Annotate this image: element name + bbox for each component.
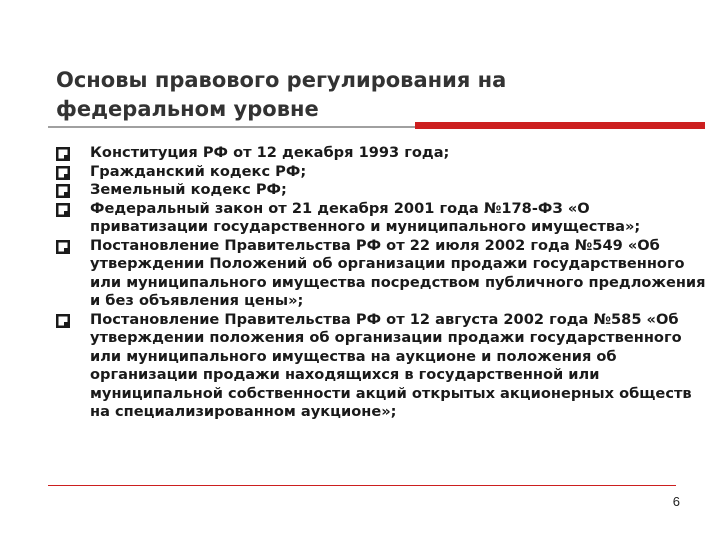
bullet-text: Конституция РФ от 12 декабря 1993 года; (90, 144, 450, 161)
hollow-square-bullet-icon (56, 314, 70, 328)
bullet-list (56, 144, 706, 422)
bullet-item (56, 144, 706, 163)
title-underline-red-bar (415, 122, 705, 129)
bullet-text: Федеральный закон от 21 декабря 2001 года №178-ФЗ «О приватизации государственного и муниципального имущества»; (90, 199, 641, 235)
hollow-square-bullet-icon (56, 147, 70, 161)
hollow-square-bullet-icon (56, 240, 70, 254)
page-number: 6 (672, 494, 680, 509)
hollow-square-bullet-icon (56, 166, 70, 180)
title-underline-grey (48, 126, 415, 128)
slide-title: Основы правового регулирования на федеральном уровне (56, 68, 507, 121)
bullet-text: Постановление Правительства РФ от 22 июля 2002 года №549 «Об утверждении Положений об организации продажи государственного или муниципального имущества посредством публичного предложения и без объявления цены»; (90, 236, 706, 309)
hollow-square-bullet-icon (56, 184, 70, 198)
bullet-item (56, 181, 706, 200)
bullet-text: Земельный кодекс РФ; (90, 181, 287, 198)
bullet-item (56, 237, 706, 311)
bullet-item (56, 311, 706, 422)
bullet-text: Постановление Правительства РФ от 12 августа 2002 года №585 «Об утверждении положения об организации продажи государственного или муниципального имущества на аукционе и положения об организации продажи находящихся в государственной или муниципальной собственности акций открытых акционерных обществ на специализированном аукционе»; (90, 310, 692, 420)
bullet-item (56, 200, 706, 237)
footer-rule (48, 485, 676, 486)
bullet-text: Гражданский кодекс РФ; (90, 162, 307, 180)
hollow-square-bullet-icon (56, 203, 70, 217)
bullet-item (56, 163, 706, 182)
